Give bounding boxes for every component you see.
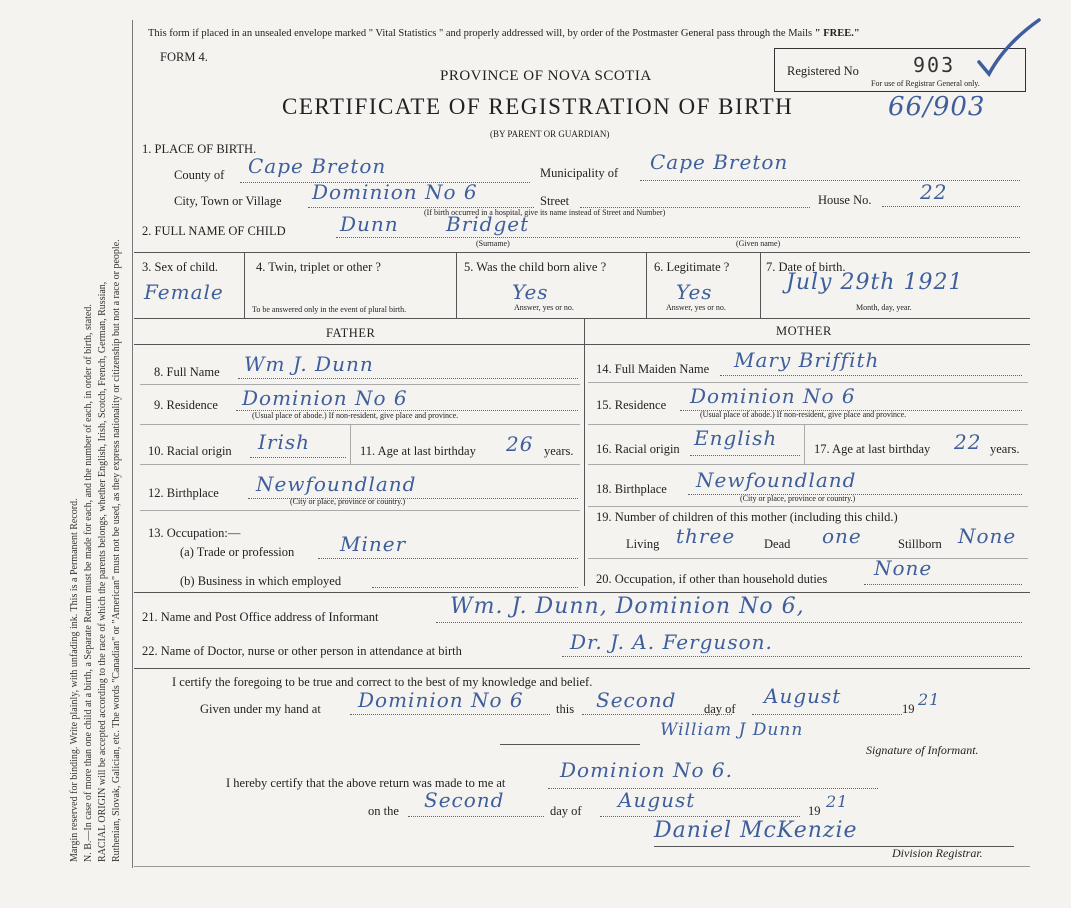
city-value: Dominion No 6 <box>312 180 478 204</box>
given-caption: (Given name) <box>736 239 781 248</box>
father-age-value: 26 <box>506 432 534 456</box>
registrar-place-value: Dominion No 6. <box>560 758 733 782</box>
mother-birthplace-note: (City or place, province or country.) <box>740 494 856 503</box>
living-value: three <box>676 524 736 548</box>
mother-age-unit: years. <box>990 442 1020 456</box>
registrar-statement: I hereby certify that the above return was made to me at <box>226 776 506 790</box>
reg-day-of-label: day of <box>550 804 582 818</box>
date-note: Month, day, year. <box>856 303 912 312</box>
province-heading: PROVINCE OF NOVA SCOTIA <box>440 68 652 84</box>
father-racial-label: 10. Racial origin <box>148 444 232 458</box>
month-value: August <box>764 684 842 708</box>
father-name-value: Wm J. Dunn <box>244 352 374 376</box>
city-label: City, Town or Village <box>174 194 282 208</box>
given-place-value: Dominion No 6 <box>358 688 524 712</box>
trade-value: Miner <box>340 532 407 556</box>
mother-racial-value: English <box>694 426 778 450</box>
mother-birthplace-value: Newfoundland <box>696 468 857 492</box>
registrar-caption: Division Registrar. <box>892 846 983 860</box>
living-label: Living <box>626 537 660 551</box>
business-label: (b) Business in which employed <box>180 574 342 588</box>
mother-heading: MOTHER <box>776 324 832 338</box>
informant-signature-caption: Signature of Informant. <box>866 743 979 757</box>
father-residence-note: (Usual place of abode.) If non-resident, give place and province. <box>252 411 459 420</box>
mother-age-value: 22 <box>954 430 982 454</box>
mother-name-label: 14. Full Maiden Name <box>596 362 710 376</box>
certificate-subtitle: (BY PARENT OR GUARDIAN) <box>490 129 610 139</box>
twin-label: 4. Twin, triplet or other ? <box>256 260 381 274</box>
side-note-binding: Margin reserved for binding. Write plainly, with unfading ink. This is a Permanent Record. <box>69 498 80 862</box>
children-count-label: 19. Number of children of this mother (including this child.) <box>596 510 898 524</box>
reg-day-value: Second <box>424 788 505 812</box>
mail-notice: This form if placed in an unsealed envelope marked " Vital Statistics " and properly addressed will, by order of the Postmaster General pass through the Mails " FREE." <box>148 28 860 39</box>
left-border <box>132 20 133 868</box>
place-of-birth-heading: 1. PLACE OF BIRTH. <box>142 142 257 156</box>
mother-age-label: 17. Age at last birthday <box>814 442 931 456</box>
mother-residence-value: Dominion No 6 <box>690 384 856 408</box>
child-name-label: 2. FULL NAME OF CHILD <box>142 224 286 238</box>
this-label: this <box>556 702 575 716</box>
twin-note: To be answered only in the event of plural birth. <box>252 305 407 314</box>
doctor-value: Dr. J. A. Ferguson. <box>570 630 773 654</box>
mother-occupation-value: None <box>874 556 933 580</box>
father-name-label: 8. Full Name <box>154 365 220 379</box>
father-birthplace-label: 12. Birthplace <box>148 486 219 500</box>
father-age-unit: years. <box>544 444 574 458</box>
side-note-multiple-births: N. B.—In case of more than one child at a birth, a Separate Return must be made for each, and the number of each, in order of birth, stated. <box>83 304 94 862</box>
mother-residence-label: 15. Residence <box>596 398 667 412</box>
dead-value: one <box>822 524 862 548</box>
father-birthplace-value: Newfoundland <box>256 472 417 496</box>
child-given-value: Bridget <box>446 212 530 236</box>
year-prefix: 19 <box>902 702 915 716</box>
father-birthplace-note: (City or place, province or country.) <box>290 497 406 506</box>
form-number: FORM 4. <box>160 50 208 64</box>
informant-value: Wm. J. Dunn, Dominion No 6, <box>450 594 805 619</box>
county-label: County of <box>174 168 225 182</box>
house-label: House No. <box>818 193 872 207</box>
street-label: Street <box>540 194 570 208</box>
dead-label: Dead <box>764 537 791 551</box>
municipality-value: Cape Breton <box>650 150 789 174</box>
mother-racial-label: 16. Racial origin <box>596 442 680 456</box>
county-value: Cape Breton <box>248 154 387 178</box>
mother-birthplace-label: 18. Birthplace <box>596 482 667 496</box>
alive-note: Answer, yes or no. <box>514 303 574 312</box>
reg-year-prefix: 19 <box>808 804 821 818</box>
certificate-title: CERTIFICATE OF REGISTRATION OF BIRTH <box>282 94 794 119</box>
father-heading: FATHER <box>326 326 376 340</box>
day-value: Second <box>596 688 677 712</box>
on-the-label: on the <box>368 804 399 818</box>
alive-label: 5. Was the child born alive ? <box>464 260 607 274</box>
date-of-birth-label: 7. Date of birth. <box>766 260 846 274</box>
registered-label: Registered No <box>787 64 859 78</box>
sex-label: 3. Sex of child. <box>142 260 219 274</box>
day-of-label: day of <box>704 702 736 716</box>
legitimate-value: Yes <box>676 280 713 304</box>
legitimate-note: Answer, yes or no. <box>666 303 726 312</box>
informant-label: 21. Name and Post Office address of Informant <box>142 610 379 624</box>
handwritten-reg-number: 66/903 <box>888 92 986 122</box>
father-residence-value: Dominion No 6 <box>242 386 408 410</box>
side-note-racial-origin-2: Ruthenian, Slovak, Galician, etc. The words "Canadian" or "American" must not be used, as they express nationality or citizenship but not a race or people. <box>111 239 122 862</box>
doctor-label: 22. Name of Doctor, nurse or other person in attendance at birth <box>142 644 462 658</box>
father-racial-value: Irish <box>258 430 311 454</box>
registrar-signature: Daniel McKenzie <box>654 818 858 843</box>
mother-name-value: Mary Briffith <box>734 348 880 372</box>
date-of-birth-value: July 29th 1921 <box>786 270 964 295</box>
mother-residence-note: (Usual place of abode.) If non-resident, give place and province. <box>700 410 907 419</box>
given-under-hand-label: Given under my hand at <box>200 702 321 716</box>
municipality-label: Municipality of <box>540 166 619 180</box>
alive-value: Yes <box>512 280 549 304</box>
reg-year-value: 21 <box>826 792 849 811</box>
side-note-racial-origin-1: RACIAL ORIGIN will be accepted according to the race of which the parents belongs, whether English, Irish, Scotch, French, German, Russian, <box>97 281 108 862</box>
stillborn-label: Stillborn <box>898 537 942 551</box>
legitimate-label: 6. Legitimate ? <box>654 260 730 274</box>
child-surname-value: Dunn <box>340 212 399 236</box>
father-occupation-label: 13. Occupation:— <box>148 526 241 540</box>
year-value: 21 <box>918 690 941 709</box>
street-note: (If birth occurred in a hospital, give its name instead of Street and Number) <box>424 208 666 217</box>
reg-month-value: August <box>618 788 696 812</box>
informant-signature: William J Dunn <box>660 720 804 740</box>
certify-text: I certify the foregoing to be true and correct to the best of my knowledge and belief. <box>172 675 593 689</box>
father-age-label: 11. Age at last birthday <box>360 444 476 458</box>
registered-number: 903 <box>913 53 956 77</box>
registered-note: For use of Registrar General only. <box>871 79 980 88</box>
house-value: 22 <box>920 180 948 204</box>
mother-occupation-label: 20. Occupation, if other than household duties <box>596 572 828 586</box>
father-residence-label: 9. Residence <box>154 398 218 412</box>
trade-label: (a) Trade or profession <box>180 545 295 559</box>
surname-caption: (Surname) <box>476 239 510 248</box>
sex-value: Female <box>144 280 224 304</box>
checkmark-icon <box>975 14 1045 84</box>
stillborn-value: None <box>958 524 1017 548</box>
